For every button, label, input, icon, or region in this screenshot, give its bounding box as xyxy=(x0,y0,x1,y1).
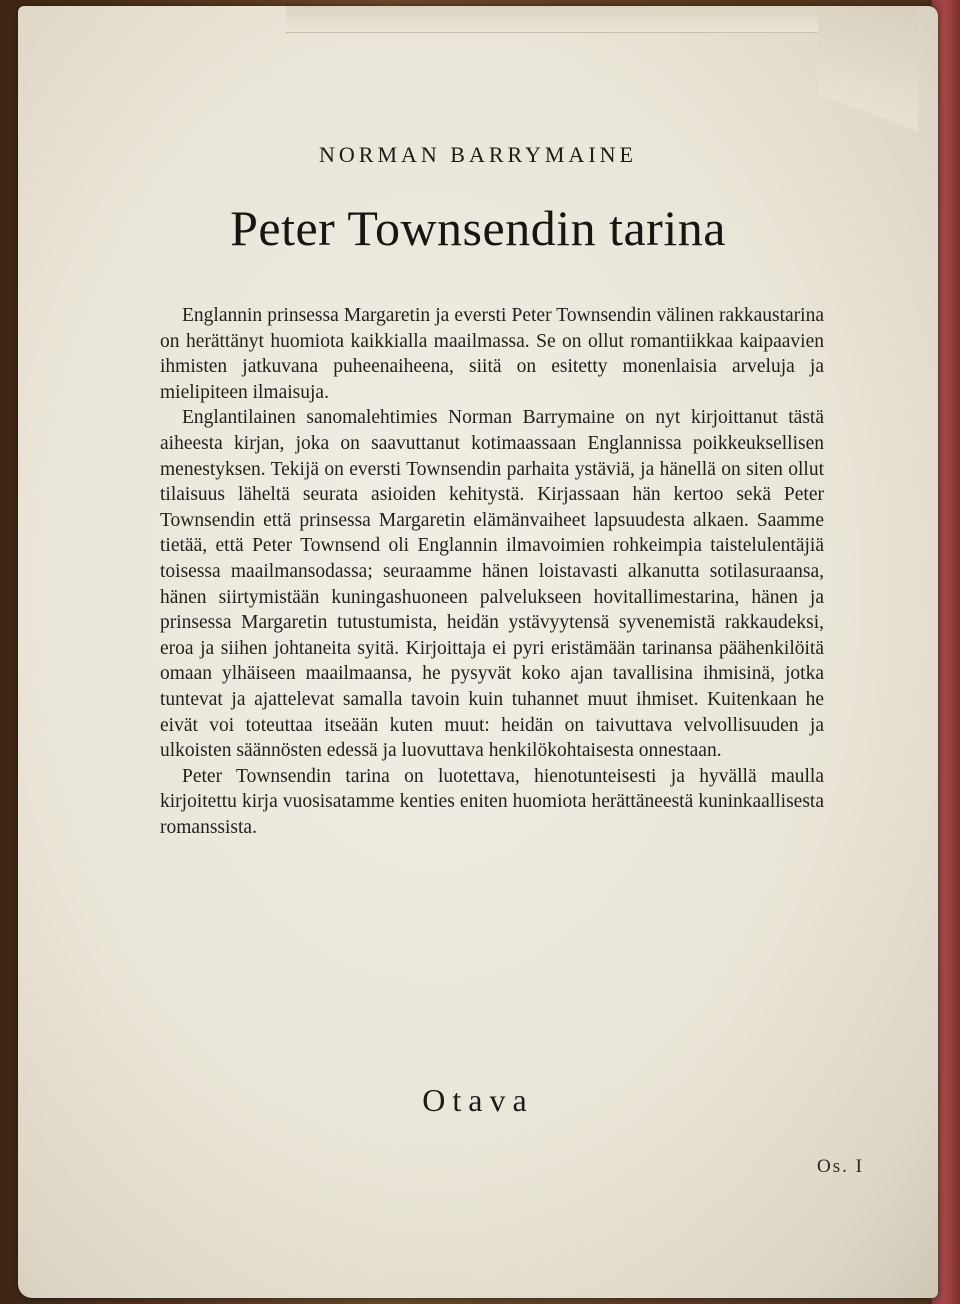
blurb-text xyxy=(160,303,824,840)
torn-top-edge xyxy=(286,6,866,33)
publisher-name: Otava xyxy=(422,1082,534,1118)
book-title: Peter Townsendin tarina xyxy=(230,200,726,256)
blurb-paragraph-2: Englantilainen sanomalehtimies Norman Barrymaine on nyt kirjoittanut tästä aiheesta kirjan, joka on saavuttanut kotimaassaan Englannissa poikkeuksellisen menestyksen. Tekijä on eversti Townsendin parhaita ystäviä, ja hänellä on siten ollut tilaisuus läheltä seurata asioiden kehitystä. Kirjassaan hän kertoo sekä Peter Townsendin että prinsessa Margaretin elämänvaiheet lapsuudesta alkaen. Saamme tietää, että Peter Townsend oli Englannin ilmavoimien rohkeimpia taistelulentäjiä toisessa maailmansodassa; seuraamme hänen loistavasti alkanutta sotilasuraansa, hänen siirtymistään kuningashuoneen palvelukseen hovitallimestarina, hänen ja prinsessa Margaretin tutustumista, heidän ystävyytensä syvenemistä rakkaudeksi, eroa ja siihen johtaneita syitä. Kirjoittaja ei pyri eristämään tarinansa päähenkilöitä omaan ylhäiseen maailmaansa, he pysyvät koko ajan tavallisina ihmisinä, jotka tuntevat ja ajattelevat samalla tavoin kuin tuhannet muut ihmiset. Kuitenkaan he eivät voi toteuttaa itseään kuten muut: heidän on taivuttava velvollisuuden ja ulkoisten säännösten edessä ja luovuttava henkilökohtaisesta onnestaan. xyxy=(160,407,824,762)
author-name: NORMAN BARRYMAINE xyxy=(319,142,637,167)
book-back-cover xyxy=(18,6,938,1298)
blurb-paragraph-1: Englannin prinsessa Margaretin ja eversti Peter Townsendin välinen rakkaustarina on herättänyt huomiota kaikkialla maailmassa. Se on ollut romantiikkaa kaipaavien ihmisten jatkuvana puheenaiheena, siitä on esitetty monenlaisia arveluja ja mielipiteen ilmaisuja. xyxy=(160,305,824,403)
blurb-paragraph-3: Peter Townsendin tarina on luotettava, hienotunteisesti ja hyvällä maulla kirjoitettu kirja vuosisatamme kenties eniten huomiota herättäneestä kuninkaallisesta romanssista. xyxy=(160,765,824,838)
catalog-code: Os. I xyxy=(817,1156,864,1177)
